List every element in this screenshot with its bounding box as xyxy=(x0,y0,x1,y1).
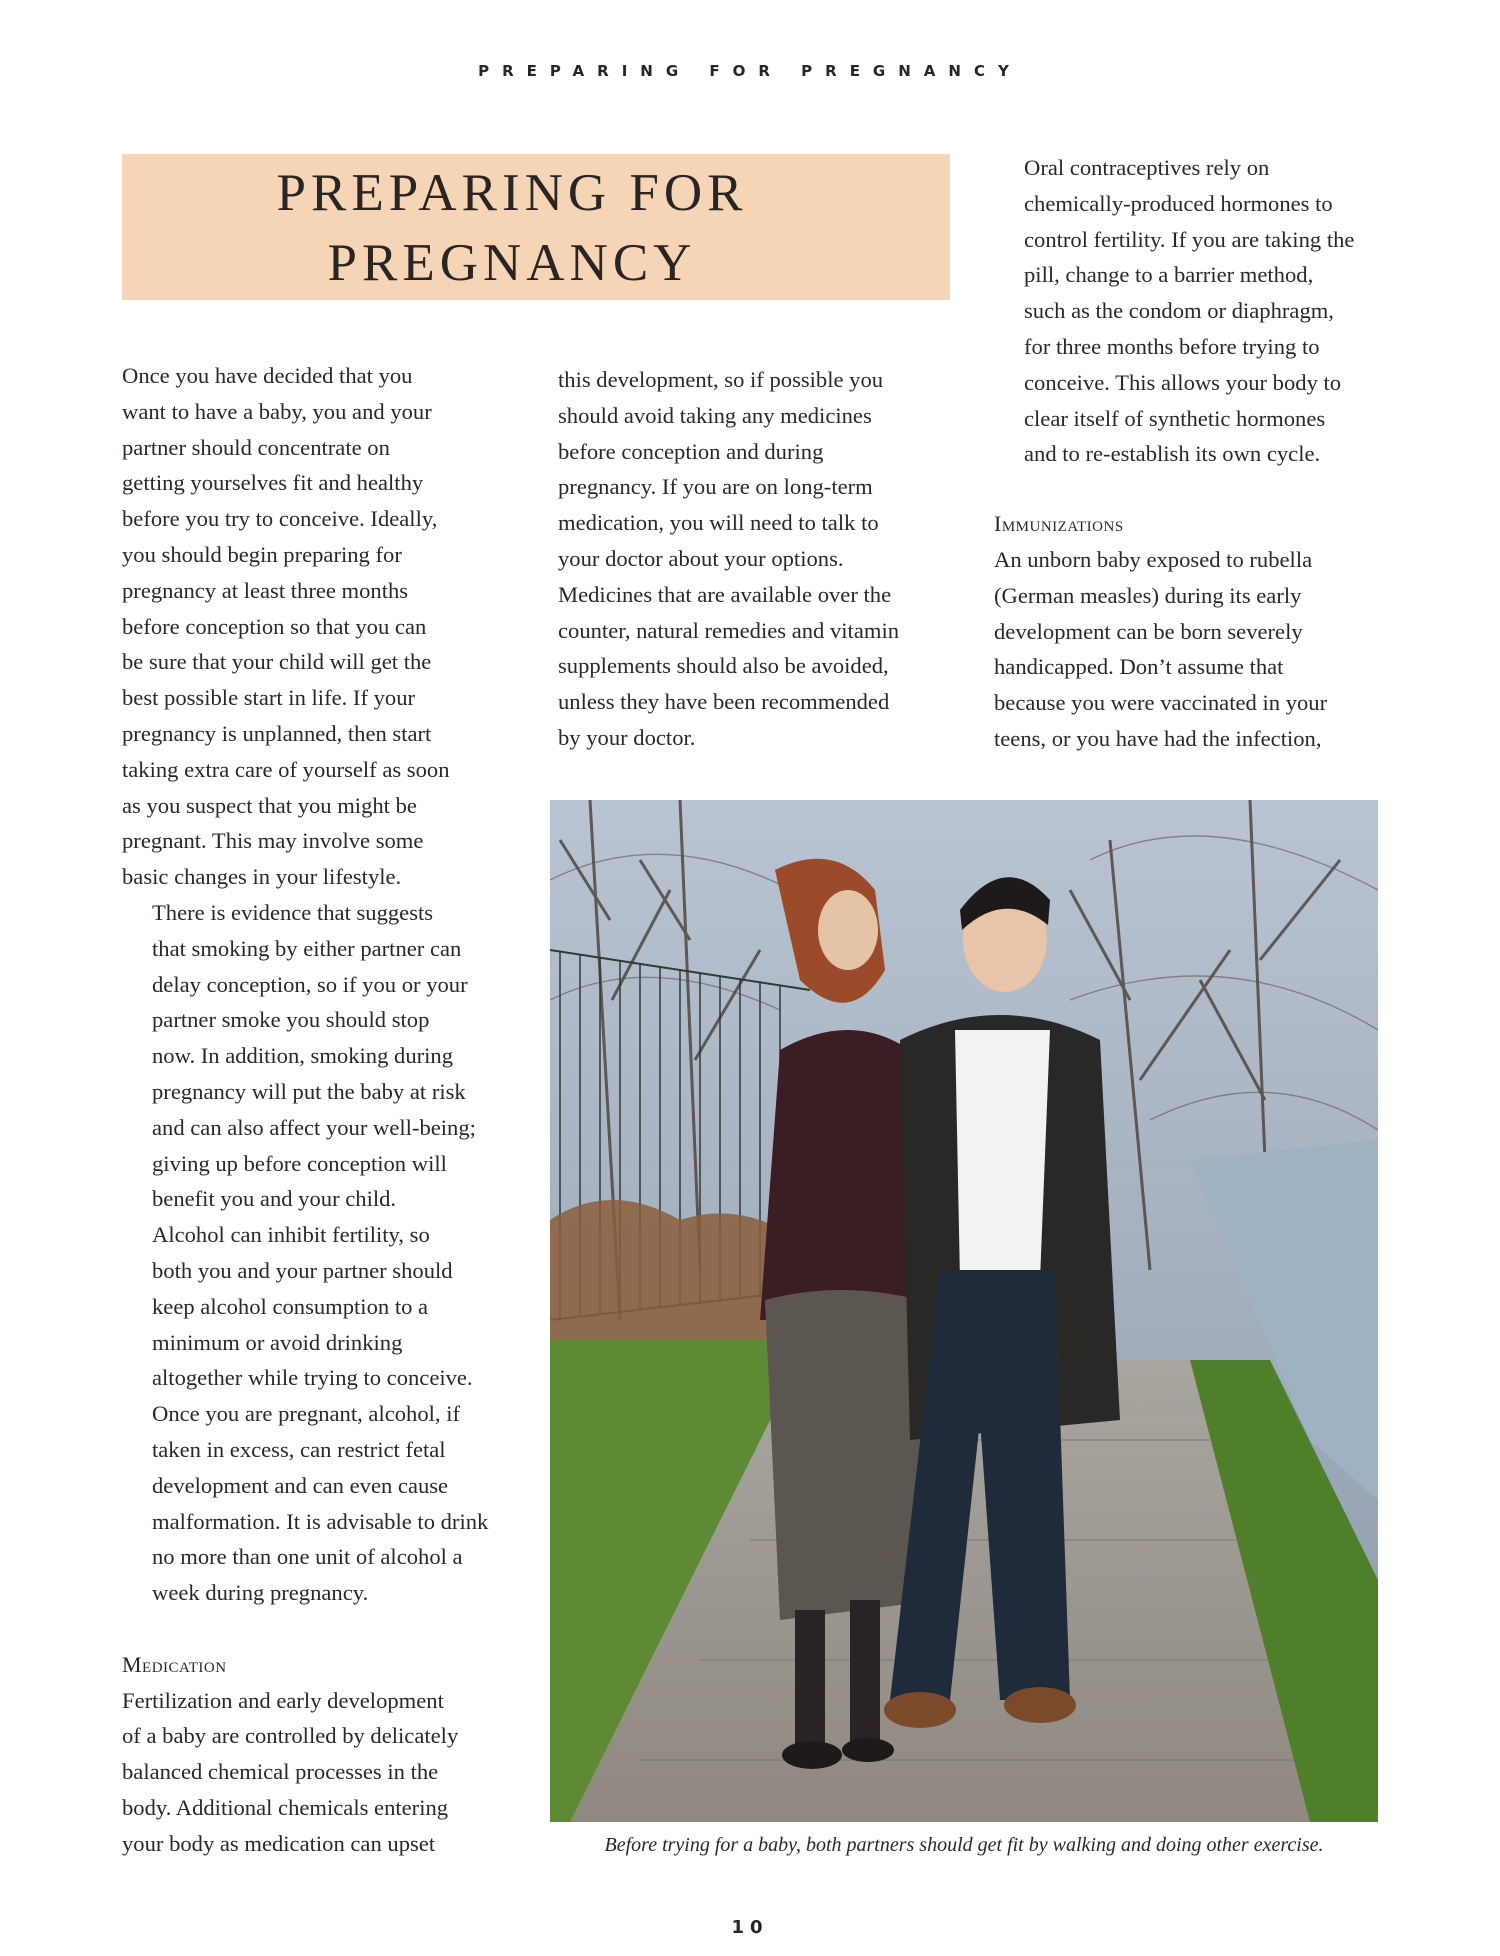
text-line: counter, natural remedies and vitamin xyxy=(558,617,900,643)
couple-walking-photo xyxy=(550,800,1378,1822)
text-line: control fertility. If you are taking the xyxy=(1024,226,1355,252)
text-line: be sure that your child will get the xyxy=(122,649,432,675)
running-head: PREPARING FOR PREGNANCY xyxy=(478,62,1022,80)
text-column-3 xyxy=(994,150,1394,757)
text-line: your body as medication can upset xyxy=(122,1830,436,1856)
text-line: because you were vaccinated in your xyxy=(994,690,1328,716)
text-line: partner smoke you should stop xyxy=(152,1007,430,1033)
text-line: There is evidence that suggests xyxy=(152,899,434,925)
text-line: benefit you and your child. xyxy=(152,1186,397,1212)
text-line: Once you have decided that you xyxy=(122,363,413,388)
text-line: before conception and during xyxy=(558,438,824,464)
text-column-2 xyxy=(558,362,958,756)
text-line: supplements should also be avoided, xyxy=(558,653,889,679)
text-line: now. In addition, smoking during xyxy=(152,1043,454,1069)
text-line: Alcohol can inhibit fertility, so xyxy=(152,1222,430,1248)
text-line: getting yourselves fit and healthy xyxy=(122,470,424,496)
text-line: by your doctor. xyxy=(558,724,696,750)
photo-caption: Before trying for a baby, both partners should get fit by walking and doing other exercise. xyxy=(604,1834,1324,1856)
text-line: Medicines that are available over the xyxy=(558,581,892,607)
text-line: giving up before conception will xyxy=(152,1150,447,1176)
text-line: Fertilization and early development xyxy=(122,1687,444,1713)
text-line: pregnancy will put the baby at risk xyxy=(152,1078,466,1104)
text-line: Once you are pregnant, alcohol, if xyxy=(152,1401,461,1427)
paragraph-smoking xyxy=(122,895,522,1217)
text-line: both you and your partner should xyxy=(152,1257,453,1283)
text-line: handicapped. Don’t assume that xyxy=(994,654,1284,680)
text-line: such as the condom or diaphragm, xyxy=(1024,298,1334,324)
text-line: this development, so if possible you xyxy=(558,367,884,392)
page-number: 10 xyxy=(731,1917,769,1938)
text-line: and to re-establish its own cycle. xyxy=(1024,441,1321,467)
text-line: partner should concentrate on xyxy=(122,434,390,460)
paragraph-medication xyxy=(122,1683,522,1862)
text-line: week during pregnancy. xyxy=(152,1580,369,1606)
text-line: should avoid taking any medicines xyxy=(558,402,872,428)
text-line: development and can even cause xyxy=(152,1472,449,1498)
text-line: medication, you will need to talk to xyxy=(558,510,879,536)
paragraph-immunizations xyxy=(994,542,1394,757)
text-line: before you try to conceive. Ideally, xyxy=(122,506,438,532)
text-line: malformation. It is advisable to drink xyxy=(152,1508,489,1534)
text-line: want to have a baby, you and your xyxy=(122,398,432,424)
text-line: best possible start in life. If your xyxy=(122,685,416,711)
text-line: pregnancy at least three months xyxy=(122,577,409,603)
text-line: Oral contraceptives rely on xyxy=(1024,155,1270,180)
text-line: unless they have been recommended xyxy=(558,689,890,715)
text-line: keep alcohol consumption to a xyxy=(152,1293,429,1319)
paragraph-contraceptives xyxy=(994,150,1394,472)
text-line: pill, change to a barrier method, xyxy=(1024,262,1314,288)
page-title-line-1: PREPARING FOR xyxy=(276,164,748,222)
text-line: development can be born severely xyxy=(994,618,1303,644)
photo-illustration xyxy=(550,800,1378,1822)
text-column-1 xyxy=(122,358,522,1862)
paragraph-medication-continued xyxy=(558,362,958,756)
page-title-line-2: PREGNANCY xyxy=(327,234,697,292)
text-line: pregnant. This may involve some xyxy=(122,828,424,854)
text-line: your doctor about your options. xyxy=(558,545,844,571)
text-line: altogether while trying to conceive. xyxy=(152,1365,473,1391)
text-line: pregnancy. If you are on long-term xyxy=(558,474,873,500)
text-line: basic changes in your lifestyle. xyxy=(122,864,402,890)
text-line: taken in excess, can restrict fetal xyxy=(152,1436,446,1462)
page-title xyxy=(122,158,902,298)
paragraph-alcohol xyxy=(122,1217,522,1611)
text-line: pregnancy is unplanned, then start xyxy=(122,720,432,746)
text-line: chemically-produced hormones to xyxy=(1024,190,1333,216)
text-line: that smoking by either partner can xyxy=(152,935,462,961)
immunizations-heading: Immunizations xyxy=(994,511,1124,537)
text-line: An unborn baby exposed to rubella xyxy=(994,546,1313,572)
text-line: teens, or you have had the infection, xyxy=(994,725,1322,751)
text-line: as you suspect that you might be xyxy=(122,792,417,818)
text-line: delay conception, so if you or your xyxy=(152,971,468,997)
text-line: body. Additional chemicals entering xyxy=(122,1795,449,1821)
text-line: you should begin preparing for xyxy=(122,541,402,567)
text-line: for three months before trying to xyxy=(1024,333,1320,359)
text-line: (German measles) during its early xyxy=(994,582,1302,608)
text-line: minimum or avoid drinking xyxy=(152,1329,403,1355)
text-line: before conception so that you can xyxy=(122,613,427,639)
paragraph-intro xyxy=(122,358,522,895)
medication-heading: Medication xyxy=(122,1651,227,1677)
text-line: no more than one unit of alcohol a xyxy=(152,1544,463,1570)
text-line: clear itself of synthetic hormones xyxy=(1024,405,1326,431)
text-line: balanced chemical processes in the xyxy=(122,1759,439,1785)
text-line: conceive. This allows your body to xyxy=(1024,369,1342,395)
text-line: of a baby are controlled by delicately xyxy=(122,1723,459,1749)
text-line: and can also affect your well-being; xyxy=(152,1114,476,1140)
text-line: taking extra care of yourself as soon xyxy=(122,756,450,782)
